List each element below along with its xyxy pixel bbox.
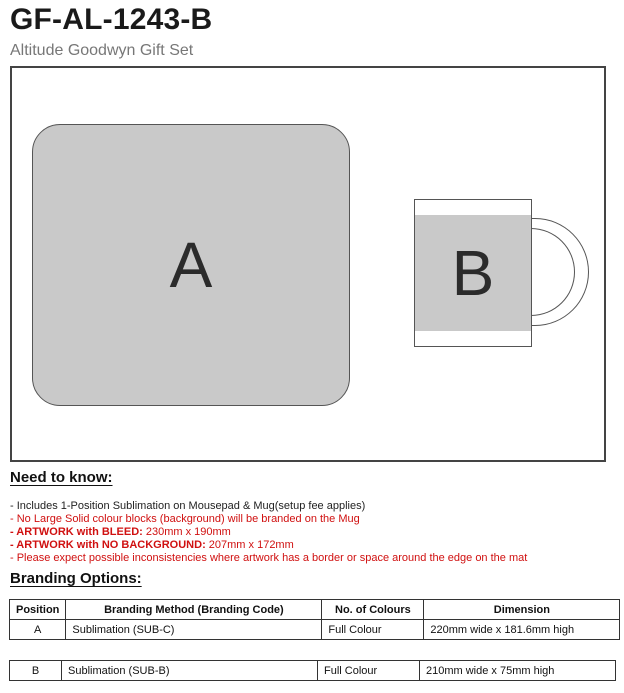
need-to-know-title: Need to know: [10,469,113,486]
note-item [10,500,527,513]
cell-colours: Full Colour [322,620,424,640]
note-item [10,513,527,526]
notes-list [10,500,527,565]
header-colours: No. of Colours [322,600,424,620]
branding-options-title: Branding Options: [10,570,142,587]
product-code: GF-AL-1243-B [10,3,213,36]
note-item [10,552,527,565]
mug-print-area [415,215,531,331]
mug-position-label: B [451,237,495,309]
cell-method: Sublimation (SUB-C) [66,620,322,640]
note-text: - No Large Solid colour blocks (background) will be branded on the Mug [10,513,360,525]
note-text: - Please expect possible inconsistencies where artwork has a border or space around the edge on the mat [10,552,528,564]
table-row [10,620,620,640]
header-dimension: Dimension [424,600,620,620]
cell-dimension: 210mm wide x 75mm high [420,661,616,681]
note-text: 207mm x 172mm [205,539,294,551]
branding-options-table-b [9,660,616,681]
note-text: - Includes 1-Position Sublimation on Mousepad & Mug(setup fee applies) [10,500,366,512]
note-item [10,526,527,539]
header-method: Branding Method (Branding Code) [66,600,322,620]
cell-colours: Full Colour [318,661,420,681]
product-name: Altitude Goodwyn Gift Set [10,42,194,59]
cell-position: B [10,661,62,681]
product-diagram [10,66,606,462]
mousepad-position-label: A [169,229,213,301]
branding-options-table [9,599,620,640]
note-text: 230mm x 190mm [142,526,231,538]
header-position: Position [10,600,66,620]
cell-method: Sublimation (SUB-B) [62,661,318,681]
note-prefix: - ARTWORK with BLEED: [10,526,143,538]
mug-body [414,199,532,347]
note-item [10,539,527,552]
cell-dimension: 220mm wide x 181.6mm high [424,620,620,640]
table-header-row [10,600,620,620]
table-row [10,661,616,681]
mousepad-print-area [32,124,350,406]
note-prefix: - ARTWORK with NO BACKGROUND: [10,539,206,551]
cell-position: A [10,620,66,640]
